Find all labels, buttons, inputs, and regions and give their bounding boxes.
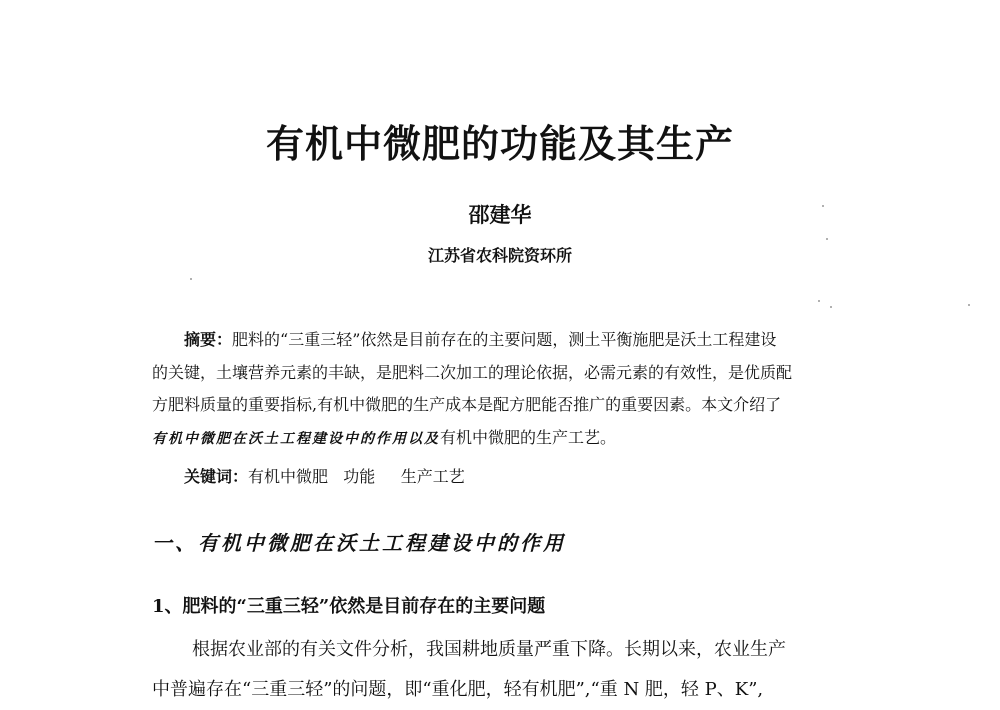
scan-speck <box>968 304 970 306</box>
subsection-heading: 1、肥料的“三重三轻”依然是目前存在的主要问题 <box>152 596 546 617</box>
keywords-list: 有机中微肥 功能 生产工艺 <box>248 467 465 486</box>
section-heading: 一、有机中微肥在沃土工程建设中的作用 <box>152 531 566 555</box>
abstract-text: 有机中微肥的生产工艺。 <box>440 427 617 447</box>
scan-speck <box>190 278 192 280</box>
body-paragraph <box>152 630 864 710</box>
abstract-line: 方肥料质量的重要指标,有机中微肥的生产成本是配方肥能否推广的重要因素。本文介绍了 <box>152 395 782 414</box>
abstract-line: 的关键，土壤营养元素的丰缺，是肥料二次加工的理论依据，必需元素的有效性，是优质配 <box>152 362 793 382</box>
body-line: 中普遍存在“三重三轻”的问题，即“重化肥，轻有机肥”,“重 N 肥，轻 P、K”, <box>152 679 764 700</box>
abstract-label: 摘要： <box>184 330 233 349</box>
abstract-block <box>152 324 864 455</box>
author-affiliation: 江苏省农科院资环所 <box>427 246 572 265</box>
body-line: 根据农业部的有关文件分析，我国耕地质量严重下降。长期以来，农业生产 <box>192 639 786 660</box>
paper-title: 有机中微肥的功能及其生产 <box>265 121 734 166</box>
scan-speck <box>826 238 828 240</box>
keywords-line <box>184 462 465 492</box>
abstract-line <box>152 324 864 357</box>
abstract-italic-text: 有机中微肥在沃土工程建设中的作用以及 <box>152 430 440 447</box>
abstract-text: 肥料的“三重三轻”依然是目前存在的主要问题，测土平衡施肥是沃土工程建设 <box>232 330 777 349</box>
scan-speck <box>822 205 824 207</box>
keywords-label: 关键词： <box>184 467 249 486</box>
author-name: 邵建华 <box>468 202 532 227</box>
abstract-line <box>152 422 864 456</box>
scan-speck <box>830 306 832 308</box>
scan-speck <box>818 300 820 302</box>
